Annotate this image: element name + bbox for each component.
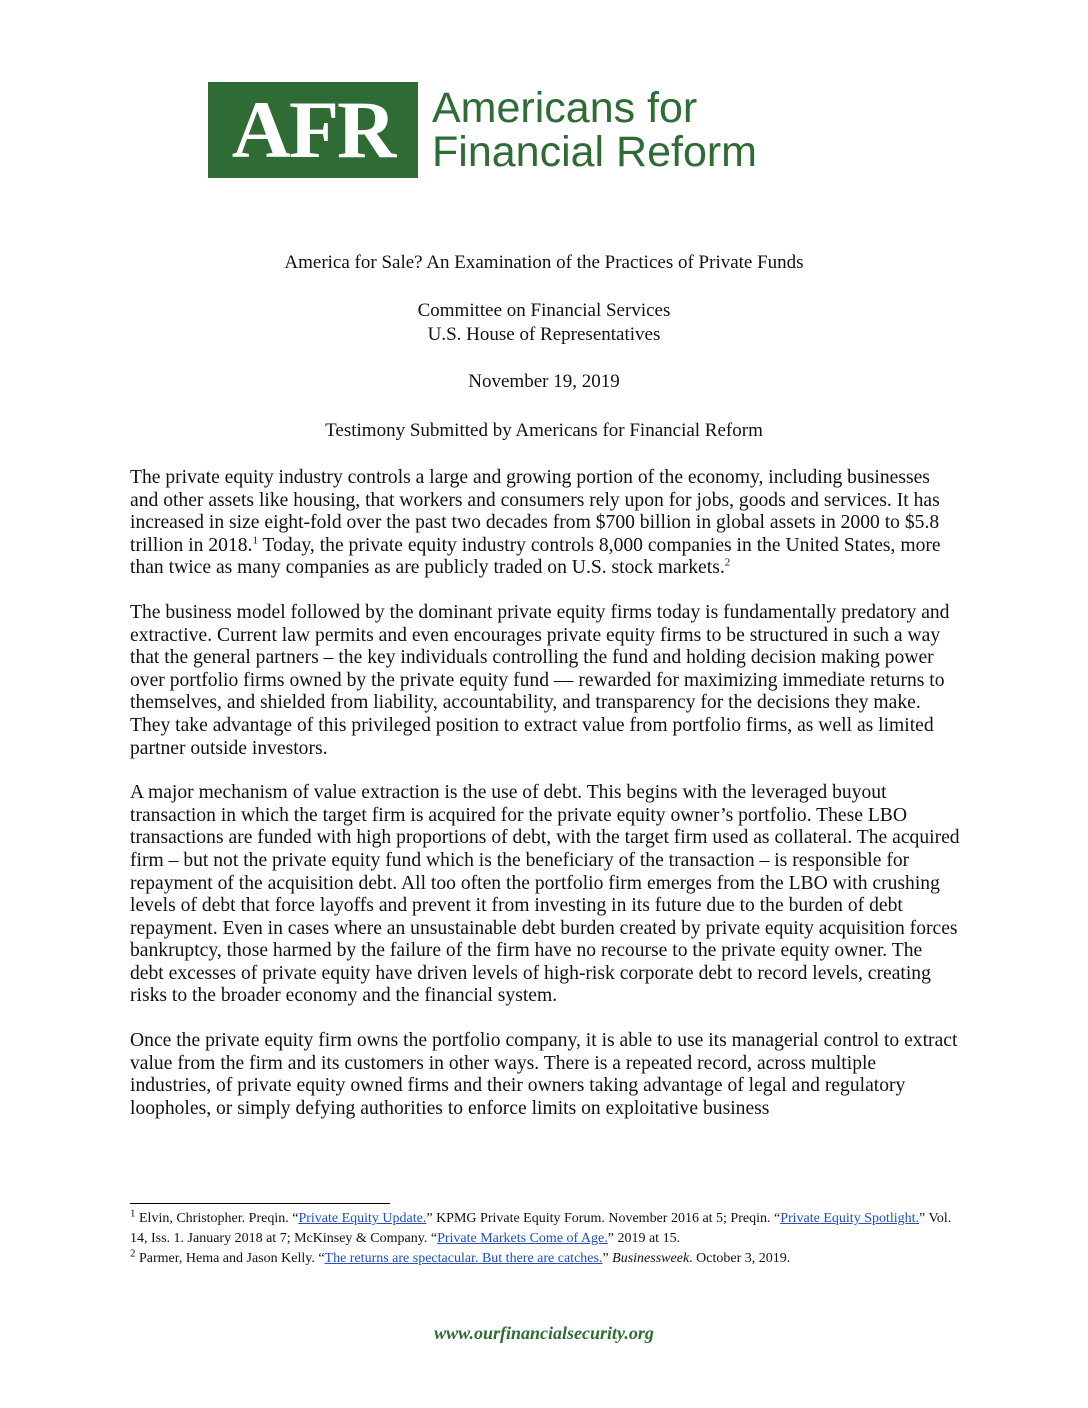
paragraph-3: A major mechanism of value extraction is the use of debt. This begins with the leveraged buyout transaction in which the target firm is acquired for the private equity owner’s portfolio. These LBO transactions are funded with high proportions of debt, with the target firm used as collateral. The acquired firm – but not the private equity fund which is the beneficiary of the transaction – is responsible for repayment of the acquisition debt. All too often the portfolio firm emerges from the LBO with crushing levels of debt that force layoffs and prevent it from investing in its future due to the burden of debt repayment. Even in cases where an unsustainable debt burden created by private equity acquisition forces bankruptcy, those harmed by the failure of the firm have no recourse to the private equity owner. The debt excesses of private equity have driven levels of high-risk corporate debt to record levels, creating risks to the broader economy and the financial system.	[130, 782, 960, 1007]
footnote-link-private-equity-spotlight[interactable]: Private Equity Spotlight.	[780, 1211, 920, 1226]
testimony-body	[130, 467, 960, 1142]
footnote-1: $^1$ Elvin, Christopher. Preqin. “Private Equity Update.” KPMG Private Equity Forum. November 2016 at 5; Preqin. “Private Equity Spotlight.” Vol. 14, Iss. 1. January 2018 at 7; McKinsey & Company. “Private Markets Come of Age.” 2019 at 15.	[130, 1207, 952, 1246]
paragraph-4: Once the private equity firm owns the portfolio company, it is able to use its managerial control to extract value from the firm and its customers in other ways. There is a repeated record, across multiple industries, of private equity owned firms and their owners taking advantage of legal and regulatory loopholes, or simply defying authorities to enforce limits on exploitative business	[130, 1030, 958, 1119]
footnote-link-private-equity-update[interactable]: Private Equity Update.	[298, 1211, 427, 1226]
footnote-ref-2[interactable]: 2	[724, 556, 731, 569]
footnote-divider	[130, 1203, 390, 1204]
house-name: U.S. House of Representatives	[427, 324, 661, 345]
logo-name-line1: Americans for	[432, 84, 698, 132]
paragraph-2: The business model followed by the dominant private equity firms today is fundamentally predatory and extractive. Current law permits and even encourages private equity firms to be structured in such a way that the general partners – the key individuals controlling the fund and holding decision making power over portfolio firms owned by the private equity fund — rewarded for maximizing immediate returns to themselves, and shielded from liability, accountability, and transparency for the decisions they make. They take advantage of this privileged position to extract value from portfolio firms, as well as limited partner outside investors.	[130, 601, 950, 759]
footnotes	[130, 1209, 970, 1269]
footnote-link-returns[interactable]: The returns are spectacular. But there are catches.	[324, 1251, 603, 1266]
hearing-date: November 19, 2019	[468, 371, 620, 392]
submitted-by: Testimony Submitted by Americans for Financial Reform	[325, 420, 763, 441]
document-title: America for Sale? An Examination of the Practices of Private Funds	[284, 252, 804, 273]
footnote-link-private-markets[interactable]: Private Markets Come of Age.	[437, 1231, 608, 1246]
logo-mark	[208, 82, 418, 178]
footnote-2: $^2$ Parmer, Hema and Jason Kelly. “The returns are spectacular. But there are catches.” Businessweek. October 3, 2019.	[130, 1247, 791, 1266]
paragraph-1: The private equity industry controls a large and growing portion of the economy, including businesses and other assets like housing, that workers and consumers rely upon for jobs, goods and services. It has increased in size eight-fold over the past two decades from $700 billion in global assets in 2000 to $5.8 trillion in 2018.$^1$ Today, the private equity industry controls 8,000 companies in the United States, more than twice as many companies as are publicly traded on U.S. stock markets.$^2$	[130, 467, 941, 579]
logo-wordmark	[432, 86, 757, 174]
footnote-ref-1[interactable]: 1	[252, 534, 258, 547]
logo-name-line2: Financial Reform	[432, 128, 757, 176]
footer-website-link[interactable]: www.ourfinancialsecurity.org	[434, 1323, 654, 1343]
committee-name: Committee on Financial Services	[417, 300, 671, 321]
afr-logo	[208, 82, 757, 178]
logo-abbr: AFR	[231, 84, 395, 175]
